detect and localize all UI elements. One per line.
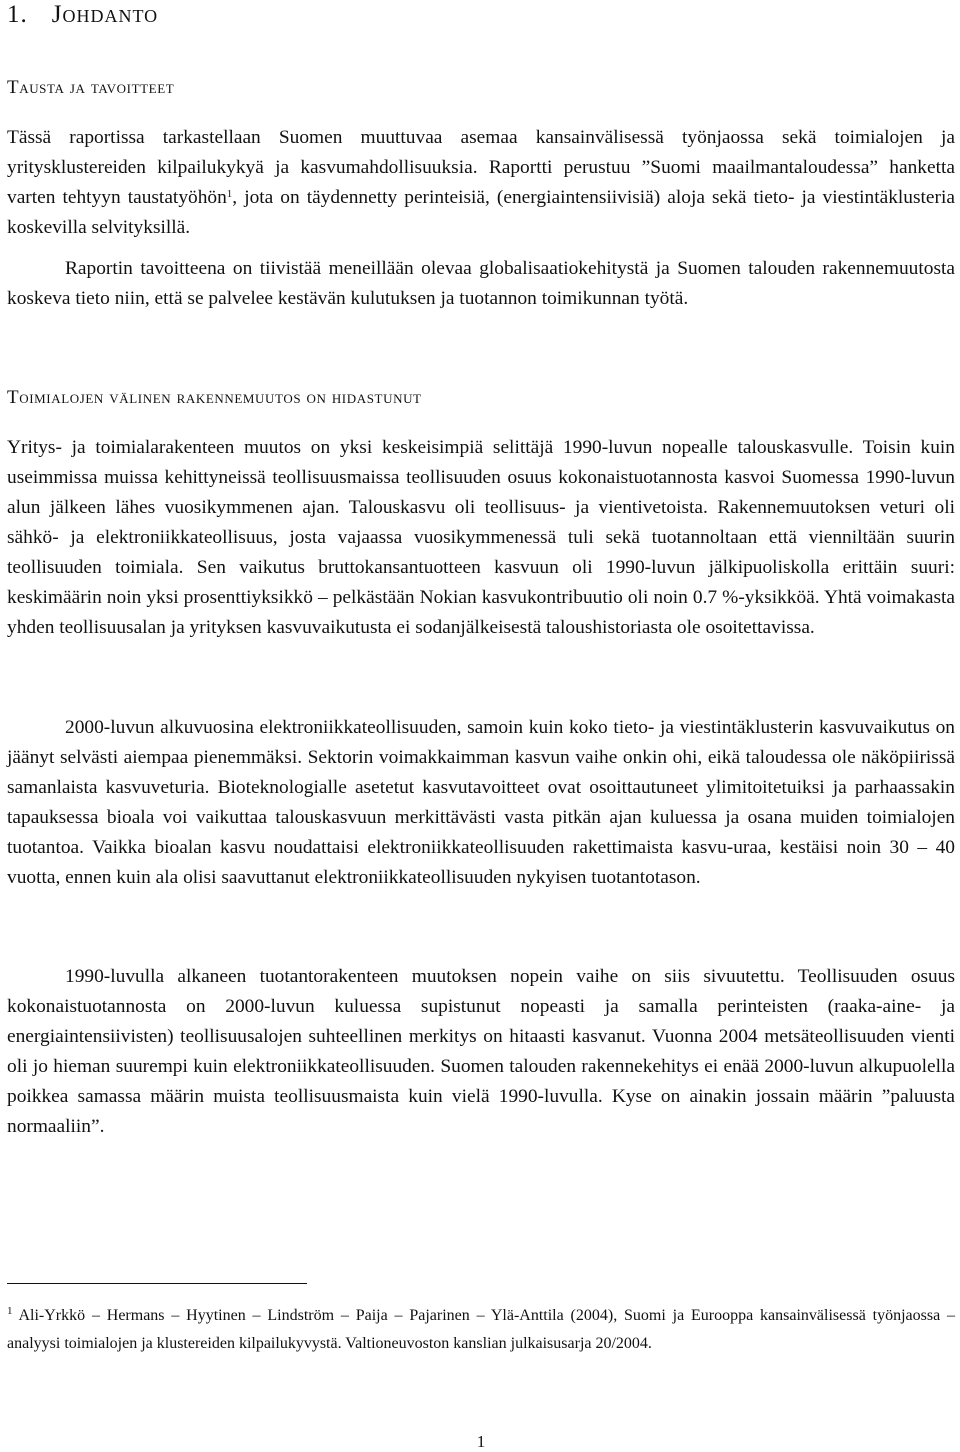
paragraph-text: Tässä raportissa tarkastellaan Suomen muuttuvaa asemaa kansainvälisessä työnjaossa sekä toimialojen ja yritysklustereiden kilpailukykyä ja kasvumahdollisuuksia. Raportti perustuu ”Suomi maailmantaloudessa” hanketta varten tehtyyn taustatyöhön bbox=[7, 127, 955, 208]
paragraph-text: , jota on täydennetty perinteisiä, (energiaintensiivisiä) aloja sekä tieto- ja viestintäklusteria koskevilla selvityksillä. bbox=[7, 187, 955, 238]
footnote-text: Ali-Yrkkö – Hermans – Hyytinen – Lindström – Paija – Pajarinen – Ylä-Anttila (2004), Suomi ja Eurooppa kansainvälisessä työnjaossa – analyysi toimialojen ja klustereiden kilpailukyvystä. Valtioneuvoston kanslian julkaisusarja 20/2004. bbox=[7, 1307, 955, 1352]
paragraph-structural-change: Yritys- ja toimialarakenteen muutos on yksi keskeisimpiä selittäjä 1990-luvun nopealle talouskasvulle. Toisin kuin useimmissa muissa kehittyneissä teollisuusmaissa teollisuuden osuus kokonaistuotannosta kasvoi Suomessa 1990-luvun alun jälkeen lähes vuosikymmenen ajan. Talouskasvu oli teollisuus- ja vientivetoista. Rakennemuutoksen veturi oli sähkö- ja elektroniikkateollisuus, josta vajaassa vuosikymmenessä tuli sekä tuotannoltaan että vienniltään suurin teollisuuden toimiala. Sen vaikutus bruttokansantuotteen kasvuun oli 1990-luvun jälkipuoliskolla erittäin suuri: keskimäärin noin yksi prosenttiyksikkö – pelkästään Nokian kasvukontribuutio oli noin 0.7 %-yksikköä. Yhtä voimakasta yhden teollisuusalan ja yrityksen kasvuvaikutusta ei sodanjälkeisestä taloushistoriasta ole osoitettavissa. bbox=[7, 437, 955, 638]
footnote-reference[interactable]: 1 bbox=[226, 188, 233, 200]
paragraph-report-goal: Raportin tavoitteena on tiivistää meneillään olevaa globalisaatiokehitystä ja Suomen talouden rakennemuutosta koskeva tieto niin, että se palvelee kestävän kulutuksen ja tuotannon toimikunnan työtä. bbox=[7, 258, 955, 309]
section-heading-background: Tausta ja tavoitteet bbox=[7, 77, 175, 98]
chapter-title-text: Johdanto bbox=[51, 1, 159, 28]
document-page bbox=[7, 0, 955, 1452]
paragraph-report-intro bbox=[7, 123, 955, 243]
footnote-marker: 1 bbox=[7, 1305, 13, 1317]
footnote bbox=[7, 1302, 955, 1358]
paragraph-production-structure: 1990-luvulla alkaneen tuotantorakenteen muutoksen nopein vaihe on siis sivuutettu. Teollisuuden osuus kokonaistuotannosta on 2000-luvun kuluessa supistunut nopeasti ja samalla perinteisten (raaka-aine- ja energiaintensiivisten) teollisuusalojen suhteellinen merkitys on hitaasti kasvanut. Vuonna 2004 metsäteollisuuden vienti oli jo hieman suurempi kuin elektroniikkateollisuuden. Suomen talouden rakennekehitys ei enää 2000-luvun alkupuolella poikkea samassa määrin muista teollisuusmaista kuin vielä 1990-luvulla. Kyse on ainakin jossain määrin ”paluusta normaaliin”. bbox=[7, 966, 955, 1137]
chapter-title bbox=[7, 0, 158, 30]
chapter-number: 1. bbox=[7, 1, 28, 28]
section-heading-structural-change: Toimialojen välinen rakennemuutos on hidastunut bbox=[7, 387, 422, 408]
footnote-separator bbox=[7, 1283, 307, 1284]
paragraph-electronics-2000s: 2000-luvun alkuvuosina elektroniikkateollisuuden, samoin kuin koko tieto- ja viestintäklusterin kasvuvaikutus on jäänyt selvästi aiempaa pienemmäksi. Sektorin voimakkaimman kasvun vaihe onkin ohi, eikä taloudessa ole näköpiirissä samanlaista kasvuveturia. Bioteknologialle asetetut kasvutavoitteet ovat osoittautuneet ylimitoitetuiksi ja parhaassakin tapauksessa bioala voi vaikuttaa talouskasvuun merkittävästi vasta pitkän ajan kuluessa ja osana muiden toimialojen tuotantoa. Vaikka bioalan kasvu noudattaisi elektroniikkateollisuuden rakettimaista kasvu-uraa, kestäisi noin 30 – 40 vuotta, ennen kuin ala olisi saavuttanut elektroniikkateollisuuden nykyisen tuotantotason. bbox=[7, 717, 955, 888]
page-number: 1 bbox=[476, 1432, 486, 1451]
